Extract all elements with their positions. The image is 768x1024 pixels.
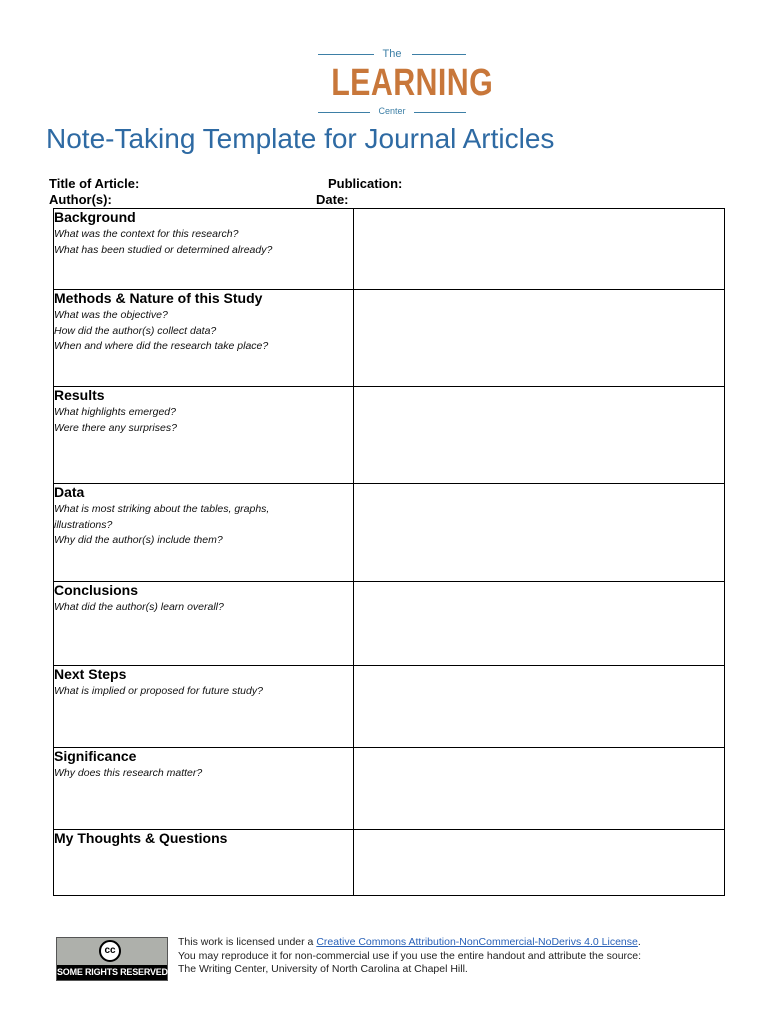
question-text: Were there any surprises? — [54, 421, 177, 434]
license-suffix: . — [637, 936, 641, 948]
answer-cell-next-steps[interactable] — [354, 666, 725, 748]
table-row — [54, 748, 725, 830]
note-taking-table — [53, 208, 725, 896]
cc-license-link[interactable]: Creative Commons Attribution-NonCommercial-NoDerivs 4.0 License — [316, 936, 638, 948]
section-title: Data — [54, 484, 85, 500]
question-text: How did the author(s) collect data? — [54, 324, 217, 337]
prompt-cell-results — [54, 387, 354, 484]
license-footer — [56, 936, 716, 982]
question-text: What is implied or proposed for future study? — [54, 685, 263, 697]
answer-cell-my-thoughts[interactable] — [354, 830, 725, 896]
prompt-cell-significance — [54, 748, 354, 830]
answer-cell-results[interactable] — [354, 387, 725, 484]
authors-label: Author(s): — [49, 192, 112, 207]
section-title: Significance — [54, 748, 137, 764]
answer-cell-significance[interactable] — [354, 748, 725, 830]
page-title: Note-Taking Template for Journal Articles — [46, 123, 555, 154]
table-row — [54, 484, 725, 582]
learning-center-logo — [316, 46, 494, 118]
prompt-cell-next-steps — [54, 666, 354, 748]
some-rights-reserved-label: SOME RIGHTS RESERVED — [57, 965, 167, 980]
section-title: My Thoughts & Questions — [54, 830, 228, 846]
question-text: Why did the author(s) include them? — [54, 534, 223, 546]
section-title: Results — [54, 387, 105, 403]
question-text: illustrations? — [54, 518, 113, 531]
logo-learning-text: LEARNING — [331, 62, 494, 104]
license-line-3: The Writing Center, University of North Carolina at Chapel Hill. — [178, 963, 468, 975]
date-label: Date: — [316, 192, 349, 207]
prompt-cell-background — [54, 209, 354, 290]
section-title: Methods & Nature of this Study — [54, 290, 263, 306]
table-row — [54, 666, 725, 748]
question-text: What was the context for this research? — [54, 228, 239, 240]
license-prefix: This work is licensed under a — [178, 936, 317, 948]
prompt-cell-data — [54, 484, 354, 582]
section-title: Conclusions — [54, 582, 139, 598]
prompt-cell-my-thoughts — [54, 830, 354, 896]
license-line-1 — [178, 936, 641, 950]
question-text: What did the author(s) learn overall? — [54, 601, 224, 613]
publication-label: Publication: — [328, 176, 403, 191]
answer-cell-background[interactable] — [354, 209, 725, 290]
cc-icon: cc — [99, 940, 121, 962]
table-row — [54, 209, 725, 290]
answer-cell-data[interactable] — [354, 484, 725, 582]
table-row — [54, 830, 725, 896]
question-text: What is most striking about the tables, graphs, — [54, 503, 270, 515]
section-title: Next Steps — [54, 666, 127, 682]
question-text: When and where did the research take place? — [54, 340, 269, 352]
question-text: What highlights emerged? — [54, 406, 176, 418]
title-of-article-label: Title of Article: — [49, 176, 140, 191]
question-text: What was the objective? — [54, 309, 168, 321]
table-row — [54, 387, 725, 484]
answer-cell-methods[interactable] — [354, 290, 725, 387]
license-line-2: You may reproduce it for non-commercial use if you use the entire handout and attribute the source: — [178, 949, 642, 962]
answer-cell-conclusions[interactable] — [354, 582, 725, 666]
question-text: Why does this research matter? — [54, 767, 203, 779]
table-row — [54, 290, 725, 387]
license-text — [178, 936, 641, 977]
prompt-cell-methods — [54, 290, 354, 387]
table-row — [54, 582, 725, 666]
creative-commons-badge[interactable] — [56, 937, 168, 981]
question-text: What has been studied or determined already? — [54, 243, 273, 256]
logo-the-text: The — [382, 48, 402, 60]
section-title: Background — [54, 209, 136, 225]
prompt-cell-conclusions — [54, 582, 354, 666]
logo-center-text: Center — [378, 106, 406, 116]
